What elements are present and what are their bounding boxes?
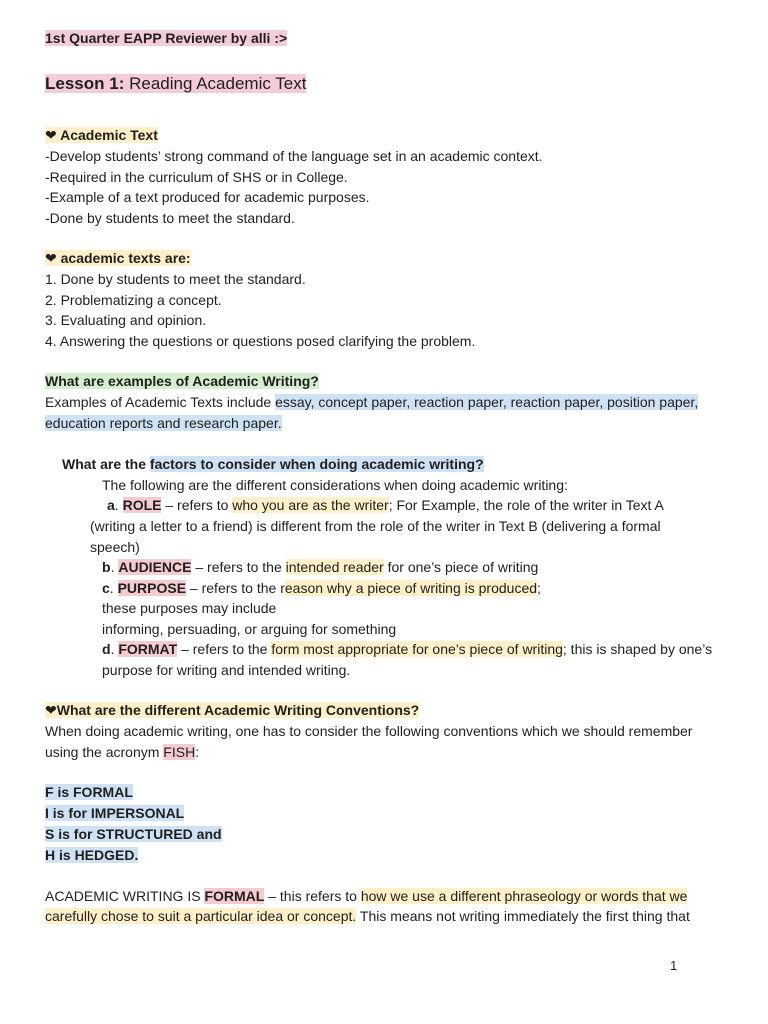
factor-format: d. FORMAT – refers to the form most appropriate for one’s piece of writing; this is shaped by one’s (102, 641, 713, 657)
document-title: 1st Quarter EAPP Reviewer by alli :> (45, 30, 288, 46)
page-number: 1 (670, 958, 678, 973)
fish-item: I is for IMPERSONAL (45, 805, 185, 821)
factor-role: a. ROLE – refers to who you are as the writer; For Example, the role of the writer in Text A (107, 497, 664, 513)
list-item: -Done by students to meet the standard. (45, 210, 295, 226)
conventions-line: When doing academic writing, one has to consider the following conventions which we should remember (45, 723, 693, 739)
factor-audience: b. AUDIENCE – refers to the intended reader for one’s piece of writing (102, 559, 539, 575)
list-item: -Develop students’ strong command of the language set in an academic context. (45, 148, 543, 164)
examples-line: Examples of Academic Texts include essay, concept paper, reaction paper, reaction paper, position paper, (45, 394, 699, 410)
list-item: 2. Problematizing a concept. (45, 292, 222, 308)
fish-item: S is for STRUCTURED and (45, 826, 222, 842)
academic-text-heading: ❤ Academic Text (45, 127, 158, 143)
formal-line: carefully chose to suit a particular idea or concept. This means not writing immediately the first thing that (45, 908, 690, 924)
list-item: 4. Answering the questions or questions posed clarifying the problem. (45, 333, 476, 349)
list-item: 1. Done by students to meet the standard. (45, 271, 306, 287)
formal-line: ACADEMIC WRITING IS FORMAL – this refers to how we use a different phraseology or words that we (45, 888, 688, 904)
list-item: -Example of a text produced for academic purposes. (45, 189, 370, 205)
list-item: 3. Evaluating and opinion. (45, 312, 207, 328)
conventions-heading: ❤What are the different Academic Writing Conventions? (45, 702, 420, 718)
factor-role-cont: (writing a letter to a friend) is different from the role of the writer in Text B (delivering a formal (90, 518, 661, 534)
lesson-heading: Lesson 1: Reading Academic Text (45, 74, 307, 93)
academic-texts-are-heading: ❤ academic texts are: (45, 250, 191, 266)
factor-purpose-cont: informing, persuading, or arguing for something (102, 621, 397, 637)
examples-heading: What are examples of Academic Writing? (45, 373, 319, 389)
factor-format-cont: purpose for writing and intended writing. (102, 662, 351, 678)
factor-purpose-cont: these purposes may include (102, 600, 277, 616)
examples-line: education reports and research paper. (45, 415, 282, 431)
factors-question: What are the factors to consider when doing academic writing? (62, 456, 484, 472)
factor-role-cont: speech) (90, 539, 140, 555)
fish-item: H is HEDGED. (45, 847, 139, 863)
list-item: -Required in the curriculum of SHS or in College. (45, 169, 348, 185)
factors-intro: The following are the different considerations when doing academic writing: (102, 477, 568, 493)
fish-item: F is FORMAL (45, 784, 133, 800)
factor-purpose: c. PURPOSE – refers to the reason why a piece of writing is produced; (102, 580, 541, 596)
conventions-line: using the acronym FISH: (45, 744, 200, 760)
